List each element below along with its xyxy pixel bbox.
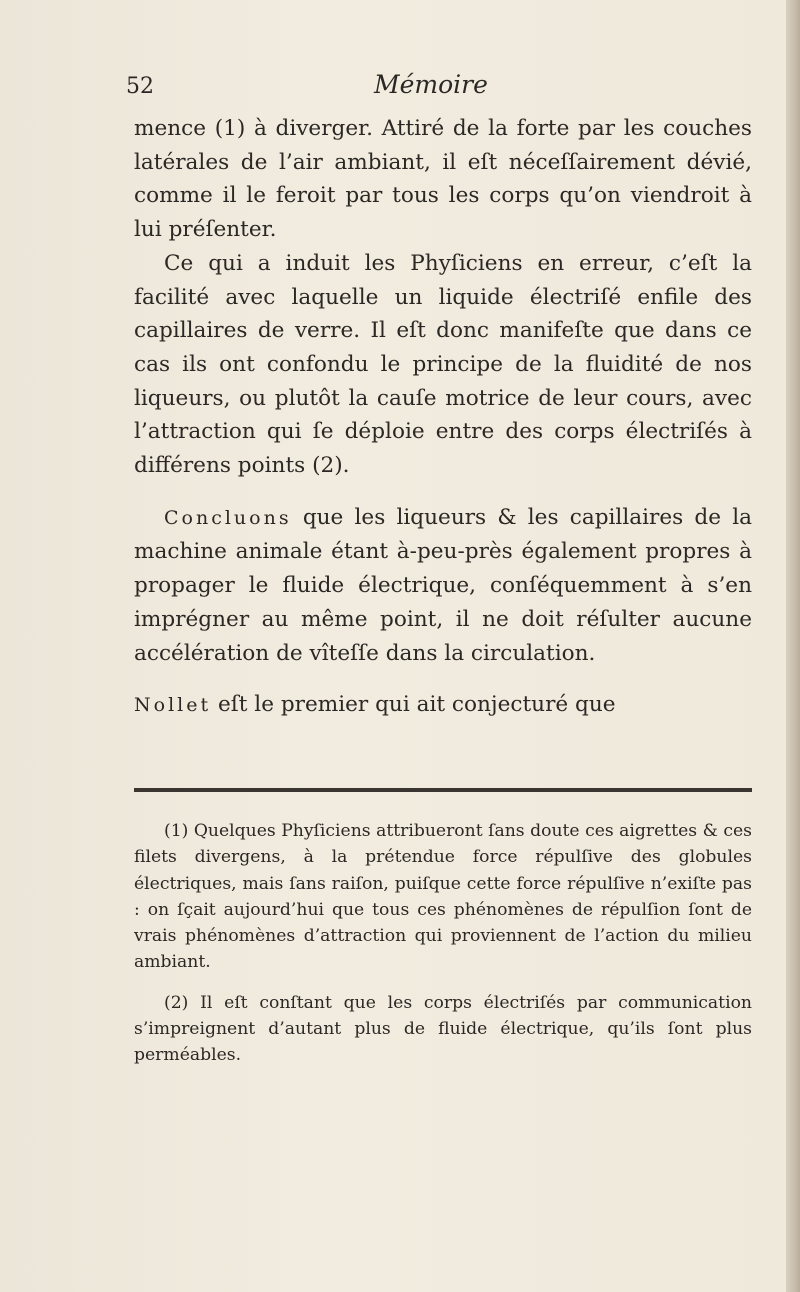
page-edge bbox=[786, 0, 800, 1292]
footnote-2: (2) Il eſt conſtant que les corps électriſés par communication s’impreignent d’autant plus de fluide électrique, qu’ils ſont plus perméables. bbox=[134, 992, 752, 1066]
footnote-1: (1) Quelques Phyſiciens attribueront ſans doute ces aigrettes & ces filets divergens, à la prétendue force répulſive des globules électriques, mais ſans raiſon, puiſque cette force répulſive n’exiſte pas : on ſçait aujourd’hui que tous ces phénomènes de répulſion ſont de vrais phénomènes d’attraction qui proviennent de l’action du milieu ambiant. bbox=[134, 821, 752, 973]
paragraph-2: Ce qui a induit les Phyſiciens en erreur, c’eſt la facilité avec laquelle un liquide électriſé enfile des capillaires de verre. Il eſt donc manifeſte que dans ce cas ils ont confondu le principe de la fluidité de nos liqueurs, ou plutôt la cauſe motrice de leur cours, avec l’attraction qui ſe déploie entre des corps électriſés à différens points (2). bbox=[134, 250, 752, 479]
page-number: 52 bbox=[126, 74, 154, 99]
paragraph-4-text: eſt le premier qui ait conjecturé que bbox=[211, 692, 616, 718]
paragraph-4 bbox=[134, 688, 752, 723]
running-head: Mémoire bbox=[374, 70, 488, 99]
page-header bbox=[118, 70, 748, 110]
small-caps-lead: Concluons bbox=[164, 506, 292, 529]
footnotes bbox=[134, 818, 752, 1069]
paragraph-1: mence (1) à diverger. Attiré de la forte par les couches latérales de l’air ambiant, il eſt néceſſairement dévié, comme il le feroit par tous les corps qu’on viendroit à lui préſenter. bbox=[134, 116, 752, 243]
main-text bbox=[134, 112, 752, 723]
footnote-rule bbox=[134, 788, 752, 792]
paragraph-3 bbox=[134, 501, 752, 671]
paragraph-3-text: que les liqueurs & les capillaires de la machine animale étant à-peu-près également propres à propager le fluide électrique, conſéquemment à s’en imprégner au même point, il ne doit réſulter aucune accélération de vîteſſe dans la circulation. bbox=[134, 504, 752, 666]
small-caps-lead: Nollet bbox=[134, 694, 212, 717]
